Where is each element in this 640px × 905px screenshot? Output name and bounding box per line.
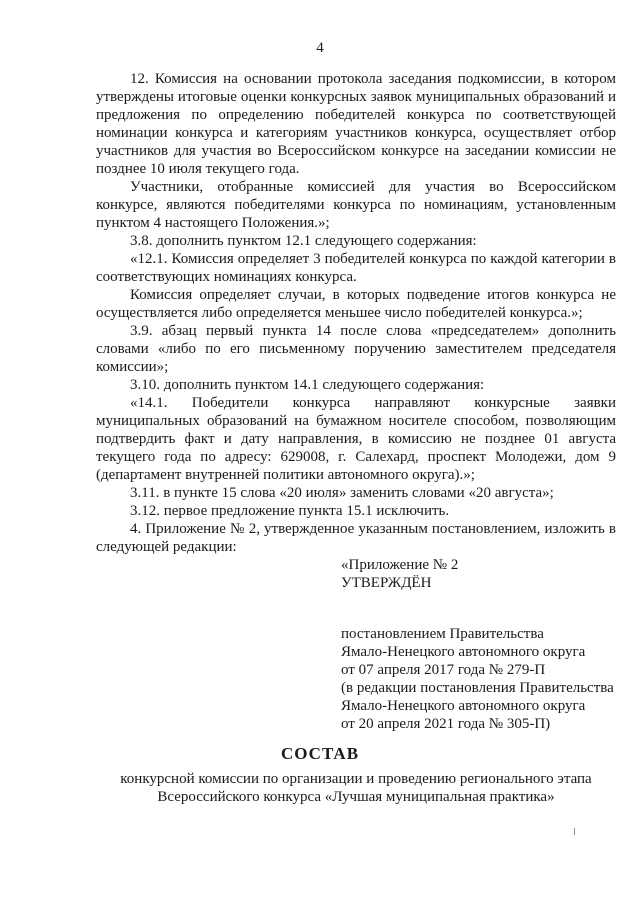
paragraph-4: 4. Приложение № 2, утвержденное указанным постановлением, изложить в следующей редакции: — [96, 521, 616, 555]
paragraph-3-9: 3.9. абзац первый пункта 14 после слова «председателем» дополнить словами «либо по его письменному поручению заместителем председателя комиссии»; — [96, 323, 616, 375]
appendix-decree-line: постановлением Правительства — [341, 626, 544, 642]
appendix-decree-line: Ямало-Ненецкого автономного округа — [341, 644, 586, 660]
appendix-label: «Приложение № 2 — [341, 557, 459, 573]
composition-subtitle-line: конкурсной комиссии по организации и проведению регионального этапа — [120, 771, 592, 787]
paragraph-cases: Комиссия определяет случаи, в которых подведение итогов конкурса не осуществляется либо определяется меньшее число победителей конкурса.»; — [96, 287, 616, 321]
appendix-approved: УТВЕРЖДЁН — [341, 575, 432, 591]
composition-subtitle-line: Всероссийского конкурса «Лучшая муниципальная практика» — [157, 789, 555, 805]
page-number: 4 — [316, 40, 324, 56]
paragraph-12-1: «12.1. Комиссия определяет 3 победителей конкурса по каждой категории в соответствующих номинациях конкурса. — [96, 251, 616, 285]
paragraph-3-8: 3.8. дополнить пунктом 12.1 следующего содержания: — [130, 233, 477, 249]
paragraph-3-10: 3.10. дополнить пунктом 14.1 следующего содержания: — [130, 377, 485, 393]
paragraph-3-11: 3.11. в пункте 15 слова «20 июля» заменить словами «20 августа»; — [130, 485, 554, 501]
paragraph-3-12: 3.12. первое предложение пункта 15.1 исключить. — [130, 503, 450, 519]
scan-artifact — [574, 828, 575, 835]
composition-title: СОСТАВ — [280, 744, 360, 763]
appendix-header — [341, 556, 631, 733]
paragraph-12: 12. Комиссия на основании протокола заседания подкомиссии, в котором утверждены итоговые оценки конкурсных заявок муниципальных образований и предложения по определению победителей конкурса по соответствующей номинации конкурса и категориям участников конкурса, осуществляет отбор участников для участия во Всероссийском конкурсе на заседании комиссии не позднее 10 июля текущего года. — [96, 71, 616, 177]
paragraph-14-1: «14.1. Победители конкурса направляют конкурсные заявки муниципальных образований на бумажном носителе способом, позволяющим подтвердить факт и дату направления, в комиссию не позднее 01 августа текущего года по адресу: 629008, г. Салехард, проспект Молодежи, дом 9 (департамент внутренней политики автономного округа).»; — [96, 395, 616, 483]
appendix-edition-line: Ямало-Ненецкого автономного округа — [341, 698, 586, 714]
appendix-decree-line: от 07 апреля 2017 года № 279-П — [341, 662, 546, 678]
document-body — [96, 70, 616, 556]
appendix-edition-line: (в редакции постановления Правительства — [341, 680, 614, 696]
composition-subtitle — [96, 770, 616, 806]
paragraph-participants: Участники, отобранные комиссией для участия во Всероссийском конкурсе, являются победителями конкурса по номинациям, установленным пунктом 4 настоящего Положения.»; — [96, 179, 616, 231]
appendix-edition-line: от 20 апреля 2021 года № 305-П) — [341, 716, 551, 732]
